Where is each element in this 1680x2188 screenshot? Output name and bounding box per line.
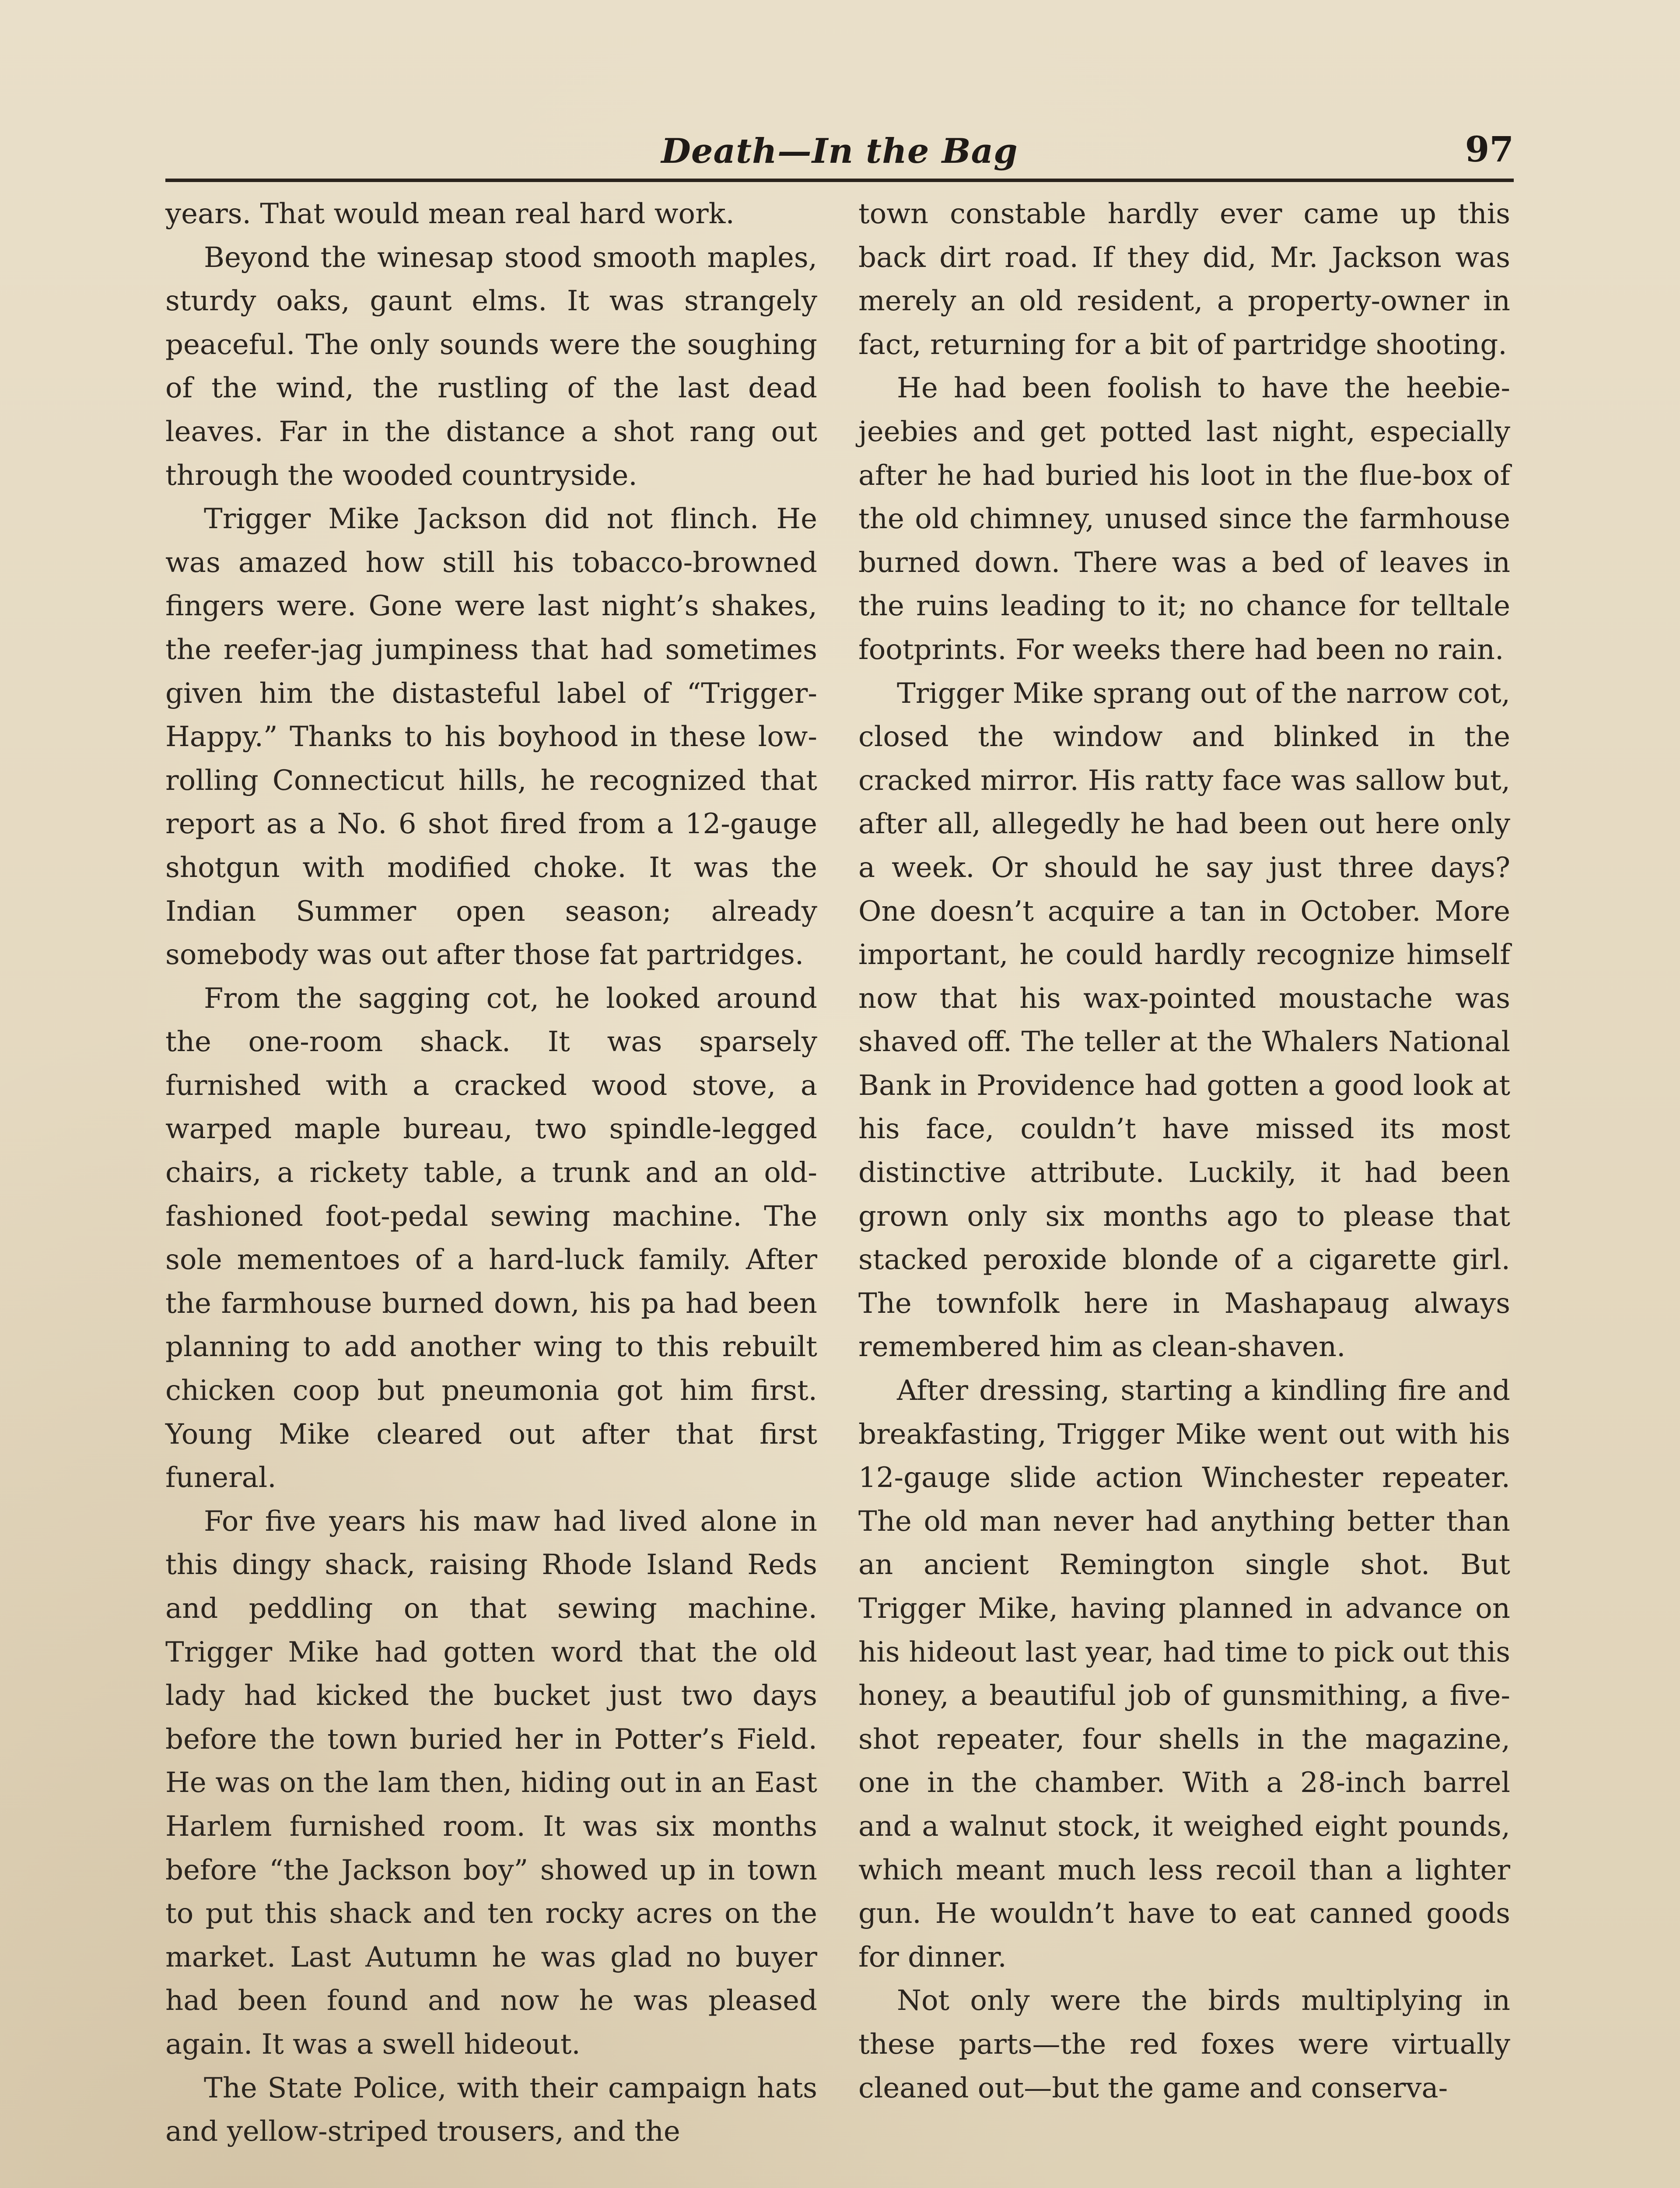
paragraph: Trigger Mike sprang out of the narrow cot, closed the window and blinked in the cracked mirror. His ratty face was sallow but, after all, allegedly he had been out here only a week. Or should he say just three days? One doesn’t acquire a tan in October. More important, he could hardly recognize himself now that his wax-pointed moustache was shaved off. The teller at the Whalers National Bank in Providence had gotten a good look at his face, couldn’t have missed its most distinctive attribute. Luckily, it had been grown only six months ago to please that stacked peroxide blonde of a cigarette girl. The townfolk here in Mashapaug always remembered him as clean-shaven. [858, 677, 1510, 1364]
left-column [165, 193, 817, 2154]
paragraph: Trigger Mike Jackson did not flinch. He was amazed how still his tobacco-browned fingers were. Gone were last night’s shakes, the reefer-jag jumpiness that had sometimes given him the distasteful label of “Trigger-Happy.” Thanks to his boyhood in these low-rolling Connecticut hills, he recognized that report as a No. 6 shot fired from a 12-gauge shotgun with modified choke. It was the Indian Summer open season; already somebody was out after those fat partridges. [165, 503, 817, 971]
paragraph: For five years his maw had lived alone in this dingy shack, raising Rhode Island Reds and peddling on that sewing machine. Trigger Mike had gotten word that the old lady had kicked the bucket just two days before the town buried her in Potter’s Field. He was on the lam then, hiding out in an East Harlem furnished room. It was six months before “the Jackson boy” showed up in town to put this shack and ten rocky acres on the market. Last Autumn he was glad no buyer had been found and now he was pleased again. It was a swell hideout. [165, 1505, 817, 2061]
page-header [165, 123, 1514, 180]
paragraph: After dressing, starting a kindling fire and breakfasting, Trigger Mike went out with his 12-gauge slide action Winchester repeater. The old man never had anything better than an ancient Remington single shot. But Trigger Mike, having planned in advance on his hideout last year, had time to pick out this honey, a beautiful job of gunsmithing, a five-shot repeater, four shells in the magazine, one in the chamber. With a 28-inch barrel and a walnut stock, it weighed eight pounds, which meant much less recoil than a lighter gun. He wouldn’t have to eat canned goods for dinner. [858, 1375, 1510, 1974]
paragraph: Not only were the birds multiplying in these parts—the red foxes were virtually cleaned out—but the game and conserva- [858, 1985, 1510, 2104]
paragraph: years. That would mean real hard work. [165, 198, 735, 230]
paragraph: The State Police, with their campaign hats and yellow-striped trousers, and the [165, 2072, 817, 2148]
paragraph: He had been foolish to have the heebie-jeebies and get potted last night, especially after he had buried his loot in the flue-box of the old chimney, unused since the farmhouse burned down. There was a bed of leaves in the ruins leading to it; no chance for telltale footprints. For weeks there had been no rain. [858, 372, 1510, 666]
paragraph: Beyond the winesap stood smooth maples, sturdy oaks, gaunt elms. It was strangely peaceful. The only sounds were the soughing of the wind, the rustling of the last dead leaves. Far in the distance a shot rang out through the wooded countryside. [165, 241, 817, 492]
paragraph: town constable hardly ever came up this back dirt road. If they did, Mr. Jackson was merely an old resident, a property-owner in fact, returning for a bit of partridge shooting. [858, 198, 1510, 361]
page-number: 97 [1465, 129, 1514, 170]
running-title: Death—In the Bag [661, 131, 1018, 171]
paragraph: From the sagging cot, he looked around the one-room shack. It was sparsely furnished with a cracked wood stove, a warped maple bureau, two spindle-legged chairs, a rickety table, a trunk and an old-fashioned foot-pedal sewing machine. The sole mementoes of a hard-luck family. After the farmhouse burned down, his pa had been planning to add another wing to this rebuilt chicken coop but pneumonia got him first. Young Mike cleared out after that first funeral. [165, 982, 817, 1494]
right-column [858, 193, 1510, 2110]
header-rule [165, 179, 1514, 182]
